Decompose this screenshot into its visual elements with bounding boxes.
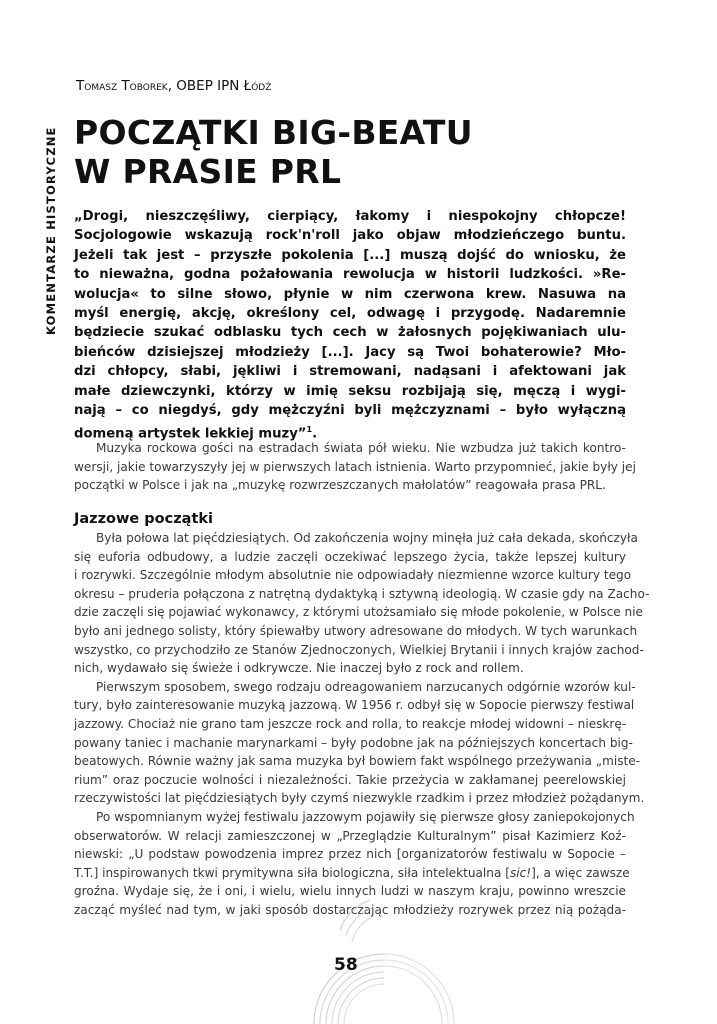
intro-line: początki w Polsce i jak na „muzykę rozwrzeszczanych małolatów” reagowała prasa PRL. (74, 478, 606, 493)
body-line: dzie zaczęli się pojawiać wykonawcy, z którymi utożsamiało się młode pokolenie, w Polsce nie (74, 605, 643, 620)
body-line: zacząć myśleć nad tym, w jaki sposób dostarczając młodzieży rozrywek przez nią pożąda- (74, 902, 626, 917)
lead-tail: . (312, 426, 318, 442)
intro-paragraph (74, 439, 636, 495)
lead-line: Socjologowie wskazują rock'n'roll jako objaw młodzieńczego buntu. (74, 228, 626, 244)
page-number: 58 (334, 955, 358, 975)
body-line: okresu – pruderia połączona z natrętną dydaktyką i sztywną ideologią. W czasie gdy na Zacho- (74, 586, 650, 601)
lead-line-text: domeną artystek lekkiej muzy” (74, 426, 307, 442)
section-body (74, 529, 650, 919)
body-line: Pierwszym sposobem, swego rodzaju odreagowaniem narzucanych odgórnie wzorów kul- (96, 679, 636, 694)
intro-line: Muzyka rockowa gości na estradach świata pół wieku. Nie wzbudza już takich kontro- (96, 441, 626, 455)
intro-line: wersji, jakie towarzyszyły jej w pierwszych latach istnienia. Warto przypomnieć, jakie były jej (74, 459, 636, 474)
body-line: Była połowa lat pięćdziesiątych. Od zakończenia wojny minęła już cała dekada, skończyła (96, 531, 638, 545)
body-line: jazzowy. Chociaż nie grano tam jeszcze rock and rolla, to reakcje młodej widowni – nieskrę- (74, 716, 627, 731)
lead-quote (74, 207, 626, 444)
lead-line: wolucja« to silne słowo, płynie w nim czerwona krew. Nasuwa na (74, 286, 626, 302)
lead-line: będziecie szukać odblasku tych cech w żałosnych pojękiwaniach ulu- (74, 325, 626, 341)
lead-line: małe dziewczynki, którzy w imię seksu rozbijają się, męczą i wygi- (74, 383, 626, 399)
author-line: Tomasz Toborek, OBEP IPN Łódź (76, 78, 272, 94)
body-line: tury, było zainteresowanie muzyką jazzową. W 1956 r. odbył się w Sopocie pierwszy festiwal (74, 698, 635, 713)
article-title (74, 113, 634, 191)
body-line: niewski: „U podstaw powodzenia imprez przez nich [organizatorów festiwalu w Sopocie – (74, 847, 626, 862)
title-line: POCZĄTKI BIG-BEATU (74, 113, 473, 152)
lead-line: myśl energię, akcję, określony cel, odwagę i przygodę. Nadaremnie (74, 306, 626, 322)
body-line: nich, wydawało się świeże i odkrywcze. Nie inaczej było z rock and rollem. (74, 661, 524, 676)
section-label-vertical (40, 80, 62, 335)
body-line: rzeczywistości lat pięćdziesiątych były czymś niezwykle rzadkim i przez młodzież pożądanym. (74, 791, 645, 806)
lead-line: „Drogi, nieszczęśliwy, cierpiący, łakomy i niespokojny chłopcze! (74, 209, 626, 224)
body-line: było ani jednego solisty, który śpiewałby utwory adresowane do młodych. W tych warunkach (74, 623, 638, 638)
body-line: wszystko, co przychodziło ze Stanów Zjednoczonych, Wielkiej Brytanii i innych krajów zachod- (74, 642, 644, 657)
lead-line: Jeżeli tak jest – przyszłe pokolenia [...] muszą dojść do wniosku, że (74, 247, 626, 263)
body-line-part: ], a więc zawsze (531, 865, 630, 880)
body-line: rium” oraz poczucie wolności i niezależności. Takie przeżycia w zakłamanej peerelowskiej (74, 772, 626, 787)
body-line: beatowych. Równie ważny jak sama muzyka był bowiem fakt wspólnego przeżywania „miste- (74, 754, 641, 769)
vinyl-record-decoration (300, 890, 460, 1024)
lead-line: dzi chłopcy, słabi, jękliwi i stremowani, nadąsani i afektowani jak (74, 364, 626, 380)
body-line: Po wspomnianym wyżej festiwalu jazzowym pojawiły się pierwsze głosy zaniepokojonych (96, 809, 635, 824)
body-line: obserwatorów. W relacji zamieszczonej w „Przeglądzie Kulturalnym” pisał Kazimierz Koź- (74, 828, 626, 843)
lead-line: bieńców dzisiejszej młodzieży [...]. Jacy są Twoi bohaterowie? Mło- (74, 344, 626, 360)
section-label: KOMENTARZE HISTORYCZNE (44, 126, 58, 335)
section-heading: Jazzowe początki (74, 511, 214, 527)
body-line: groźna. Wydaje się, że i oni, i wielu, wielu innych ludzi w naszym kraju, powinno wreszcie (74, 884, 626, 899)
body-line-italic: sic! (509, 865, 532, 880)
body-line: się euforia odbudowy, a ludzie zaczęli oczekiwać lepszego życia, także lepszej kultury (74, 549, 626, 564)
body-line: powany taniec i machanie marynarkami – były podobne jak na późniejszych koncertach big- (74, 735, 633, 750)
lead-line: to nieważna, godna pożałowania rewolucja w historii ludzkości. »Re- (74, 267, 626, 283)
title-line: W PRASIE PRL (74, 152, 342, 191)
body-line-part: T.T.] inspirowanych tkwi prymitywna siła biologiczna, siła intelektualna [ (74, 865, 510, 880)
footnote-ref[interactable]: 1 (306, 425, 313, 435)
body-line-mixed (74, 864, 630, 883)
lead-line: nają – co niegdyś, gdy mężczyźni byli mężczyznami – było wyłączną (74, 403, 626, 419)
body-line: i rozrywki. Szczególnie młodym absolutnie nie odpowiadały niezmienne wzorce kultury tego (74, 568, 632, 583)
